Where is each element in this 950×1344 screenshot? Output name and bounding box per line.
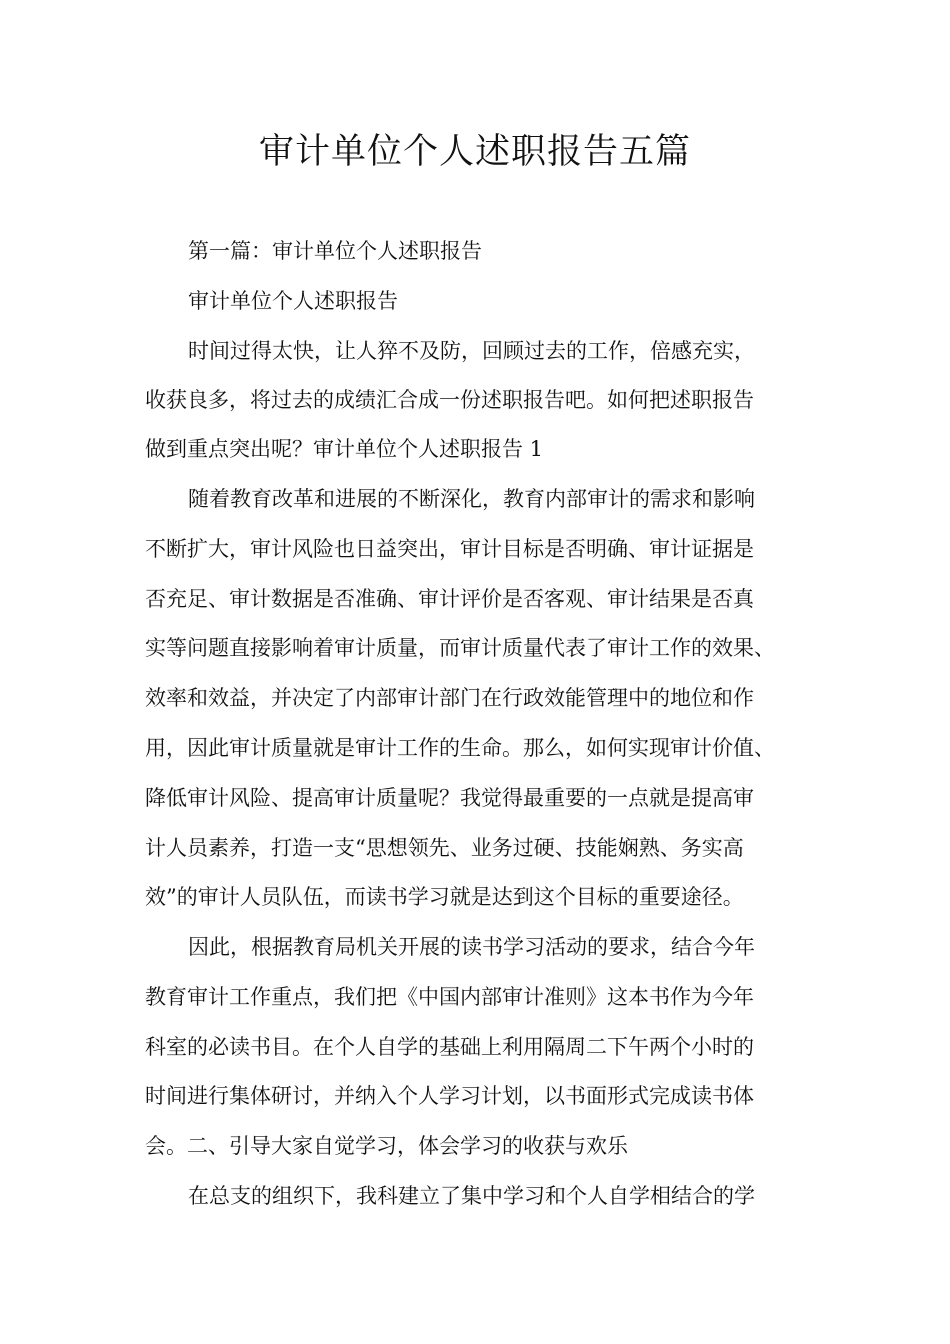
section-heading: 第一篇：审计单位个人述职报告 <box>188 239 482 263</box>
paragraph-line: 计人员素养，打造一支“思想领先、业务过硬、技能娴熟、务实高 <box>145 836 744 860</box>
paragraph-line: 时间进行集体研讨，并纳入个人学习计划，以书面形式完成读书体 <box>145 1084 754 1108</box>
paragraph-line: 在总支的组织下，我科建立了集中学习和个人自学相结合的学 <box>188 1184 755 1208</box>
paragraph-line: 因此，根据教育局机关开展的读书学习活动的要求，结合今年 <box>188 935 755 959</box>
paragraph-line: 降低审计风险、提高审计质量呢？我觉得最重要的一点就是提高审 <box>145 786 754 810</box>
paragraph-line: 科室的必读书目。在个人自学的基础上利用隔周二下午两个小时的 <box>145 1035 754 1059</box>
document-title: 审计单位个人述职报告五篇 <box>258 132 691 172</box>
paragraph-line: 否充足、审计数据是否准确、审计评价是否客观、审计结果是否真 <box>145 587 754 611</box>
paragraph-line: 用，因此审计质量就是审计工作的生命。那么，如何实现审计价值、 <box>145 736 775 760</box>
paragraph-line: 不断扩大，审计风险也日益突出，审计目标是否明确、审计证据是 <box>145 537 754 561</box>
paragraph-line: 实等问题直接影响着审计质量，而审计质量代表了审计工作的效果、 <box>145 636 775 660</box>
paragraph-line: 时间过得太快，让人猝不及防，回顾过去的工作，倍感充实， <box>188 339 755 363</box>
paragraph-line: 教育审计工作重点，我们把《中国内部审计准则》这本书作为今年 <box>145 985 754 1009</box>
paragraph-line: 做到重点突出呢？审计单位个人述职报告 1 <box>145 437 544 461</box>
paragraph-line: 随着教育改革和进展的不断深化，教育内部审计的需求和影响 <box>188 487 755 511</box>
paragraph-line: 收获良多，将过去的成绩汇合成一份述职报告吧。如何把述职报告 <box>145 388 754 412</box>
paragraph-line: 效率和效益，并决定了内部审计部门在行政效能管理中的地位和作 <box>145 686 754 710</box>
subtitle: 审计单位个人述职报告 <box>188 289 398 313</box>
paragraph-line: 效”的审计人员队伍，而读书学习就是达到这个目标的重要途径。 <box>145 885 744 909</box>
paragraph-line: 会。二、引导大家自觉学习，体会学习的收获与欢乐 <box>145 1134 628 1158</box>
